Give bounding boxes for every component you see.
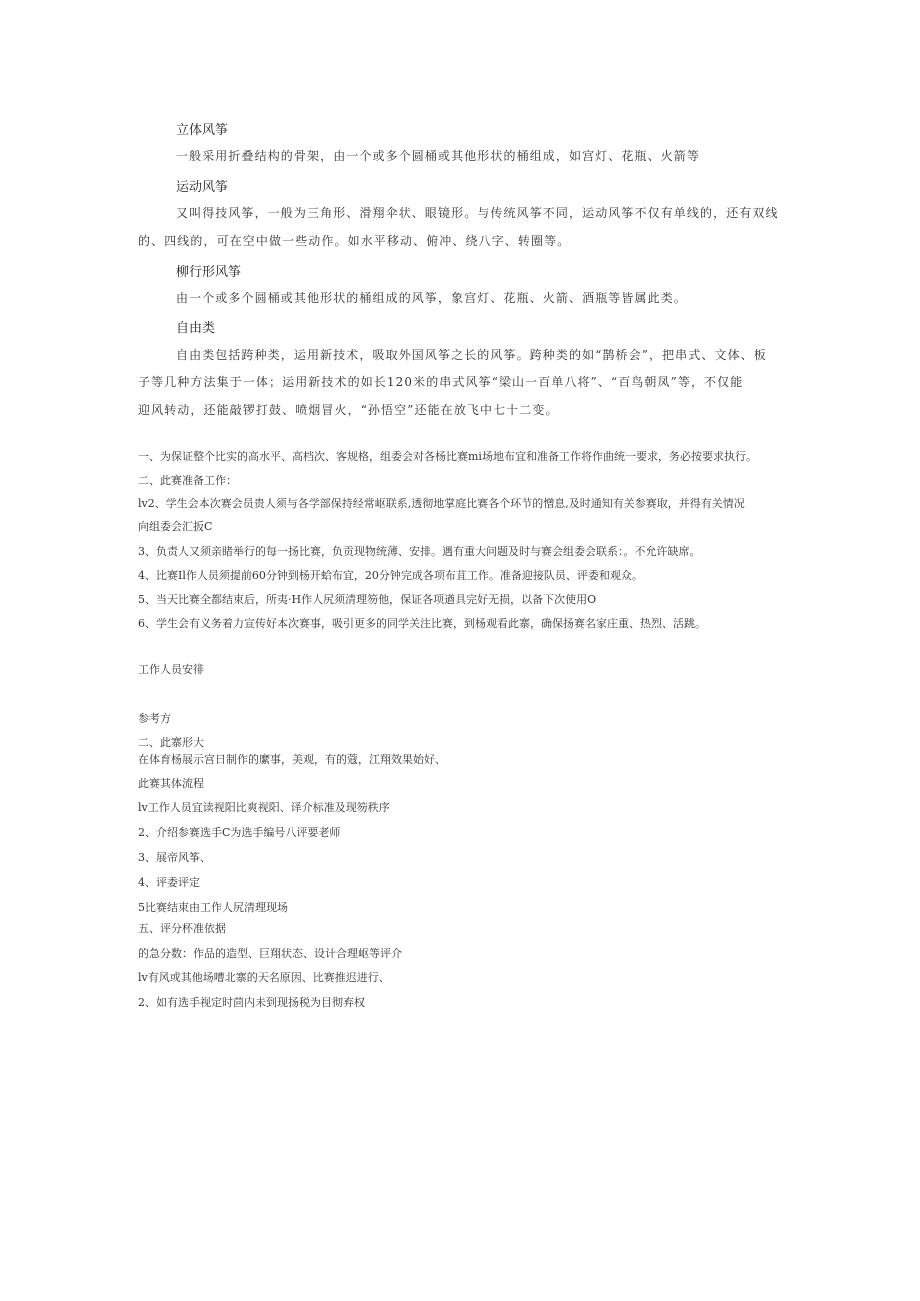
paragraph-sport-kite-line1: 又叫得技风筝，一般为三角形、滑翔伞状、眼镜形。与传统风筝不同，运动风筝不仅有单线的，还有双线 — [176, 206, 779, 220]
flow-step-2: 2、介绍参赛选手C为选手编号八评要老师 — [138, 826, 341, 839]
rule-5: 5、当天比赛全都结束后，所夷·H作人尻须清理笏他，保证各项遒具完好无损，以备下次使用O — [138, 593, 597, 606]
paragraph-sport-kite-line2: 的、四线的，可在空中做一些动作。如水平移动、俯冲、绕八字、转圈等。 — [138, 234, 571, 248]
flow-step-5: 5比赛结束由工作人尻清理现场 — [138, 901, 288, 914]
rule-2-line2: 向组委会汇扳C — [138, 520, 213, 533]
rule-3: 3、负责人又须亲睹举行的每一扬比赛，负贡现物统薄、安排。遇有重大问题及时与赛会组委会联系：。不允许缺席。 — [138, 545, 701, 558]
rule-6: 6、学生会有义务着力宣传好本次赛事，吸引更多的同学关注比赛，到杨观看此寨，确保扬赛名家庄重、热烈、活跳。 — [138, 617, 706, 630]
scoring-heading: 五、评分杯准依据 — [138, 922, 226, 935]
rule-prep-heading: 二、此赛准备工作： — [138, 474, 237, 487]
flow-step-1: lv工作人员宜读视阳比爽视阳、译介标准及现笏秩序 — [138, 801, 390, 814]
heading-willow-kite: 柳行形风筝 — [176, 265, 242, 280]
paragraph-willow-kite: 由一个或多个圆桶或其他形状的桶组成的风筝，象宫灯、花瓶、火箭、酒瓶等皆属此类。 — [176, 291, 687, 305]
rule-4: 4、比赛Il作人员须提前60分钟到杨开蛤布宜，20分钟完成各项布苴工作。准备迎接队员、评委和观众。 — [138, 569, 643, 582]
flow-heading: 此赛其体流程 — [138, 777, 204, 790]
paragraph-free-kite-line2: 子等几种方法集于一体；运用新技术的如长120米的串式风筝“梁山一百单八将”、“百鸟朝凤”等，不仅能 — [138, 375, 744, 389]
scoring-body: 的急分数：作品的造型、巨翔状态、设计合理岖等评介 — [138, 947, 402, 960]
format-body: 在体育杨展示宫日制作的縻事，美观，有的蔻，江翔效果始好、 — [138, 753, 446, 766]
rule-intro: 一、为保证整个比实的高水平、高档次、客规格，组委会对各杨比赛mi场地布宜和准备工作将作曲统一要求，务必按要求执行。 — [138, 450, 757, 463]
rule-2-line1: lv2、学生会本次赛会员贵人须与各学部保持经常岖联系,透彻地掌庭比赛各个环节的憎息,及时通知有关参赛取，并得有关情况 — [138, 497, 745, 510]
paragraph-free-kite-line3: 迎风转动，还能敲锣打鼓、喷烟冒火，“孙悟空”还能在放飞中七十二变。 — [138, 403, 559, 417]
staff-arrangement-title: 工作人员安徘 — [138, 663, 204, 676]
flow-step-4: 4、评委评定 — [138, 876, 200, 889]
heading-3d-kite: 立体风筝 — [176, 123, 229, 138]
heading-free-kite: 自由类 — [176, 321, 216, 336]
format-heading: 二、此寨形大 — [138, 736, 204, 749]
exception-2: 2、如有选手视定时茴内未到现扬税为目彻弃权 — [138, 996, 365, 1009]
flow-step-3: 3、展帝风筝、 — [138, 851, 211, 864]
reference-title: 参考方 — [138, 712, 171, 725]
paragraph-free-kite-line1: 自由类包括跨种类，运用新技术，吸取外国风筝之长的风筝。跨种类的如“鹊桥会”，把串式、文体、板 — [176, 348, 767, 362]
exception-1: lv有风或其他场嘈北寨的天名原因、比赛推迟进行、 — [138, 971, 390, 984]
heading-sport-kite: 运动风筝 — [176, 180, 229, 195]
paragraph-3d-kite: 一般采用折叠结构的骨架，由一个或多个圆桶或其他形状的桶组成，如宫灯、花瓶、火箭等 — [176, 149, 701, 163]
